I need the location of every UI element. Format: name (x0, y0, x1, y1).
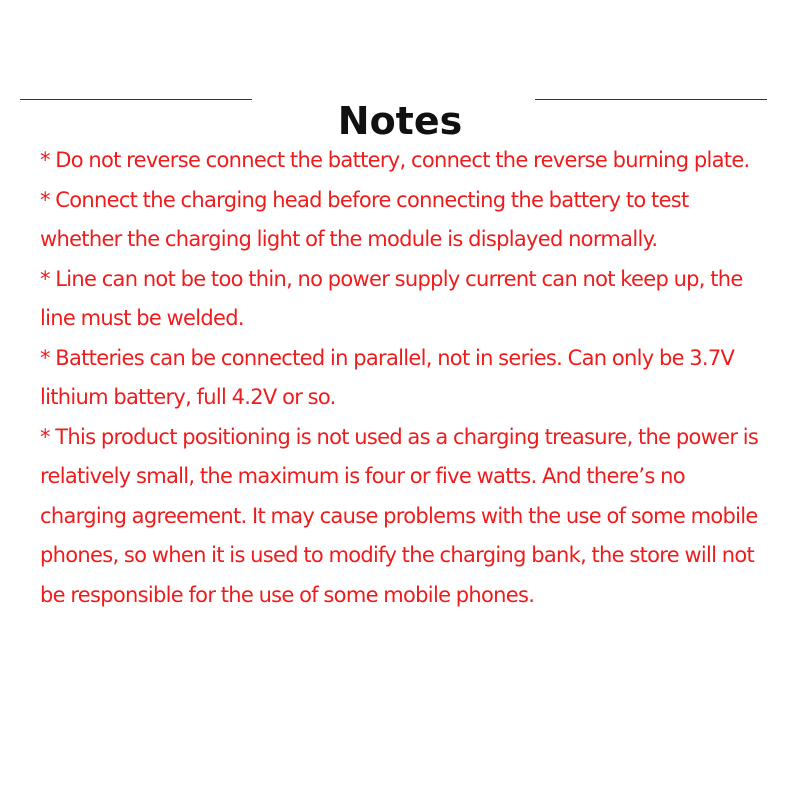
notes-list (40, 141, 768, 615)
note-item: * Connect the charging head before connecting the battery to test whether the charging light of the module is displayed normally. (40, 187, 689, 251)
notes-header (0, 64, 800, 144)
right-divider (535, 99, 767, 100)
page-title: Notes (337, 99, 463, 144)
note-item: * Do not reverse connect the battery, connect the reverse burning plate. (40, 148, 750, 172)
note-item: * Batteries can be connected in parallel, not in series. Can only be 3.7V lithium battery, full 4.2V or so. (40, 345, 735, 409)
note-item: * Line can not be too thin, no power supply current can not keep up, the line must be welded. (40, 266, 743, 330)
note-item: * This product positioning is not used as a charging treasure, the power is relatively small, the maximum is four or five watts. And there’s no charging agreement. It may cause problems with the use of some mobile phones, so when it is used to modify the charging bank, the store will not be responsible for the use of some mobile phones. (40, 424, 759, 607)
